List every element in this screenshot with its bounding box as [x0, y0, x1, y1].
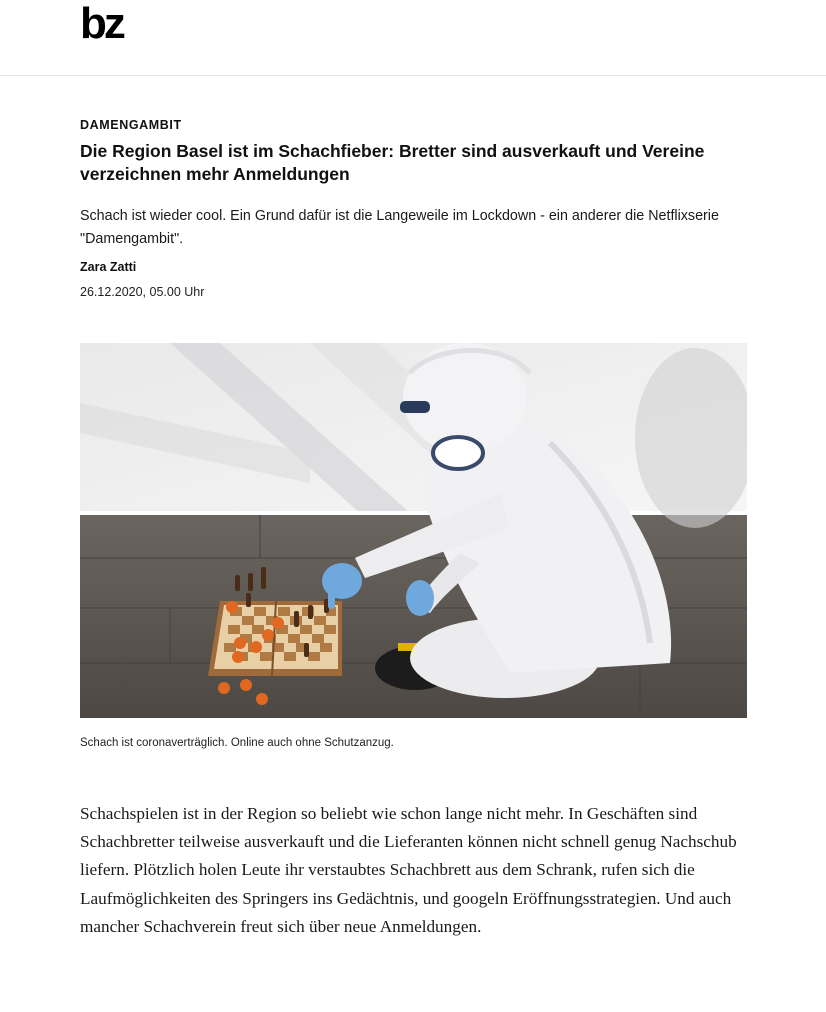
image-caption: Schach ist coronaverträglich. Online auch ohne Schutzanzug. — [80, 737, 394, 749]
article-body: Schachspielen ist in der Region so beliebt wie schon lange nicht mehr. In Geschäften sind Schachbretter teilweise ausverkauft und die Lieferanten können nicht schnell genug Nachschub liefern. Plötzlich holen Leute ihr verstaubtes Schachbrett aus dem Schrank, rufen sich die Laufmöglichkeiten des Springers ins Gedächtnis, und googeln Eröffnungsstrategien. Und auch mancher Schachverein freut sich über neue Anmeldungen. — [80, 804, 737, 936]
article-title: Die Region Basel ist im Schachfieber: Bretter sind ausverkauft und Vereine verzeichnen mehr Anmeldungen — [80, 141, 705, 184]
logo[interactable]: bz — [80, 0, 123, 48]
article-kicker: DAMENGAMBIT — [80, 118, 182, 132]
article-lead: Schach ist wieder cool. Ein Grund dafür ist die Langeweile im Lockdown - ein anderer die Netflixserie "Damengambit". — [80, 208, 719, 247]
chessboard — [208, 601, 342, 676]
article-author[interactable]: Zara Zatti — [80, 260, 137, 274]
article-date: 26.12.2020, 05.00 Uhr — [80, 285, 205, 299]
article-image[interactable] — [80, 343, 747, 718]
site-header — [0, 0, 826, 76]
hazmat-chess-photo — [80, 343, 747, 718]
